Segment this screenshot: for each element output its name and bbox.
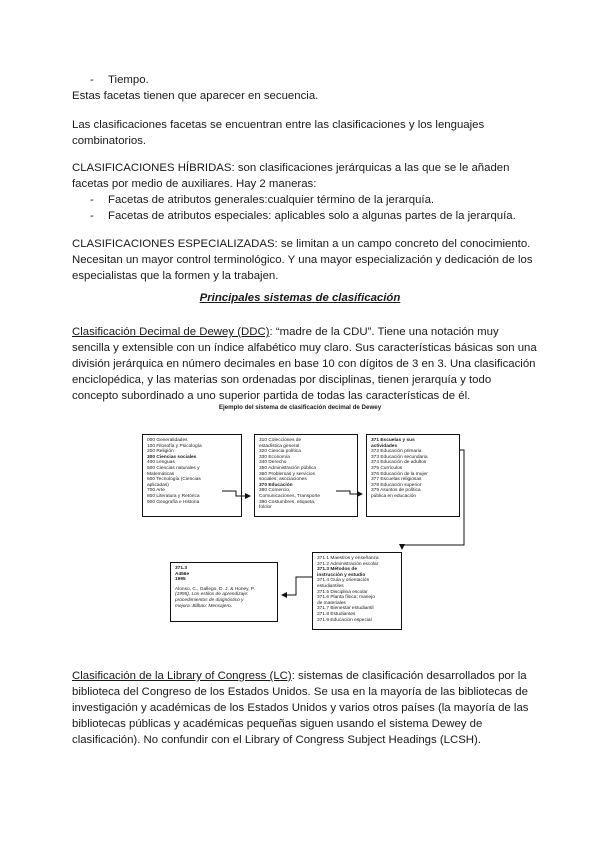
paragraph-line: bibliotecas públicas y académicas pequeñas siguen usando el sistema Dewey de [72, 718, 483, 730]
box-line: Alonso, C., Gallego, D. J. & Honey, P. [175, 586, 255, 592]
paragraph-line: concepto subordinado a uno superior partida de todas las características de él. [72, 390, 471, 402]
box-line: 370 Educación [259, 482, 293, 488]
box-line: 371.7 Bienestar estudiantil [317, 606, 374, 612]
box-line: (1995). Los estilos de aprendizaje: [175, 592, 249, 598]
box-line: folclor [259, 505, 272, 511]
box-line: 371.3 [175, 566, 188, 571]
box-line: mejora. Bilbao: Mensajero. [175, 603, 233, 609]
box-line: 376 Educación de la mujer [371, 471, 428, 477]
paragraph-line: facetas por medio de auxiliares. Hay 2 maneras: [72, 178, 317, 190]
paragraph-line: biblioteca del Congreso de los Estados Unidos. Se usa en la mayoría de las bibliotecas de [72, 686, 528, 698]
paragraph-line: Necesitan un mayor control terminológico. Y una mayor especialización y dedicación de los [72, 254, 533, 266]
box-line: 360 Problemas y servicios [259, 471, 315, 477]
paragraph-line: enciclopédica, y las materias son ordenadas por disciplinas, tienen jerarquía y todo [72, 374, 492, 386]
box-line: de materiales [317, 600, 346, 606]
bullet-dash: - [90, 74, 94, 86]
box-line: 379 Asuntos de política [371, 488, 421, 494]
dewey-box-book-record [170, 562, 278, 622]
box-line: procedimientos de diagnóstico y [175, 597, 244, 603]
box-line: 371.1 Maestros y enseñanza [317, 556, 379, 561]
box-line: 371 Escuelas y sus [371, 438, 415, 443]
box-line: estudiantiles [317, 583, 344, 589]
dewey-box-schools [312, 552, 402, 630]
paragraph-line: especialistas que la formen y la trabajen. [72, 270, 279, 282]
arrow-connector [282, 577, 312, 595]
box-line: 371.2 Administración escolar [317, 561, 379, 567]
box-line: 900 Geografía e Historia [147, 499, 200, 505]
box-line: sociales; asociaciones [259, 477, 307, 483]
box-line: 374 Educación de adultos [371, 460, 427, 466]
box-line: 371.5 Disciplina escolar [317, 589, 368, 595]
box-line: pública en educación [371, 493, 417, 499]
box-line: 400 Lenguas [147, 460, 175, 466]
section-heading: Principales sistemas de clasificación [199, 292, 401, 304]
figure-title: Ejemplo del sistema de clasificación decimal de Dewey [218, 404, 382, 411]
paragraph-line [72, 668, 552, 684]
bullet-text: Facetas de atributos especiales: aplicables solo a algunas partes de la jerarquía. [108, 210, 516, 222]
box-line: A456e [175, 571, 190, 577]
paragraph-line: sencilla y extensible con un índice alfabético muy claro. Sus características básicas son una [72, 342, 537, 354]
paragraph-text: : sistemas de clasificación desarrollados por la [291, 670, 527, 682]
box-line: 300 Ciencias sociales [147, 454, 197, 460]
box-line: 371.9 Educación especial [317, 617, 372, 623]
paragraph-line [72, 324, 552, 340]
box-line: 378 Educación superior [371, 482, 422, 488]
box-line: actividades [371, 443, 398, 449]
paragraph-line: investigación y académicas de los Estados Unidos y varios otros países (la mayoría de las [72, 702, 529, 714]
bullet-dash: - [90, 210, 94, 222]
box-line: 375 Currículos [371, 465, 403, 471]
box-line: 350 Administración pública [259, 465, 317, 471]
box-line: 330 Economía [259, 454, 290, 460]
box-line: 371.4 Guía y orientación [317, 578, 370, 584]
box-line: estadística general [259, 443, 300, 449]
box-line: instrucción y estudio [317, 572, 366, 578]
box-line: 371.3 Métodos de [317, 567, 357, 573]
box-line: 1995 [175, 577, 186, 583]
dewey-box-main-classes [142, 434, 242, 517]
box-line: 390 Costumbres, etiqueta, [259, 499, 316, 505]
box-line: 100 Filosofía y Psicología [147, 443, 202, 449]
paragraph-line: combinatorios. [72, 135, 147, 147]
bullet-text: Tiempo. [108, 74, 149, 86]
bullet-dash: - [90, 194, 94, 206]
bullet-text: Facetas de atributos generales:cualquier término de la jerarquía. [108, 194, 435, 206]
box-line: Matemáticas [147, 471, 175, 477]
dewey-link[interactable]: Clasificación Decimal de Dewey (DDC) [72, 326, 270, 338]
box-line: 200 Religión [147, 449, 174, 455]
box-line: 372 Educación primaria [371, 449, 422, 455]
box-line: 800 Literatura y Retórica [147, 493, 200, 499]
box-line: 500 Ciencias naturales y [147, 465, 200, 471]
box-line: 373 Educación secundaria [371, 454, 428, 460]
box-line: 000 Generalidades [147, 438, 188, 443]
box-line: 371.8 Estudiantes [317, 611, 356, 617]
box-line: 310 Colecciones de [259, 438, 302, 443]
box-line: 700 Arte [147, 488, 165, 494]
box-line: 340 Derecho [259, 460, 287, 466]
box-line: 377 Escuelas religiosas [371, 477, 422, 483]
box-line: aplicadas) [147, 482, 169, 488]
dewey-box-social-sciences [254, 434, 358, 517]
lc-link[interactable]: Clasificación de la Library of Congress (LC) [72, 670, 292, 682]
box-line: 600 Tecnología (Ciencias [147, 477, 201, 483]
box-line: Comunicaciones, Transporte [259, 493, 321, 499]
paragraph-text: : “madre de la CDU”. Tiene una notación muy [269, 326, 499, 338]
box-line: 371.6 Planta física; manejo [317, 595, 375, 601]
paragraph-line: clasificación). No confundir con el Library of Congress Subject Headings (LCSH). [72, 734, 481, 746]
dewey-box-education [366, 434, 460, 517]
box-line: 320 Ciencia política [259, 449, 301, 455]
box-line: 380 Comercio, [259, 488, 291, 494]
paragraph-line: Las clasificaciones facetas se encuentran entre las clasificaciones y los lenguajes [72, 119, 485, 131]
paragraph-line: Estas facetas tienen que aparecer en secuencia. [72, 90, 319, 102]
paragraph-line: CLASIFICACIONES ESPECIALIZADAS: se limitan a un campo concreto del conocimiento. [72, 238, 531, 250]
paragraph-line: división jerárquica en número decimales en base 10 con dígitos de 3 en 3. Una clasificación [72, 358, 536, 370]
paragraph-line: CLASIFICACIONES HÍBRIDAS: son clasificaciones jerárquicas a las que se le añaden [72, 162, 510, 174]
